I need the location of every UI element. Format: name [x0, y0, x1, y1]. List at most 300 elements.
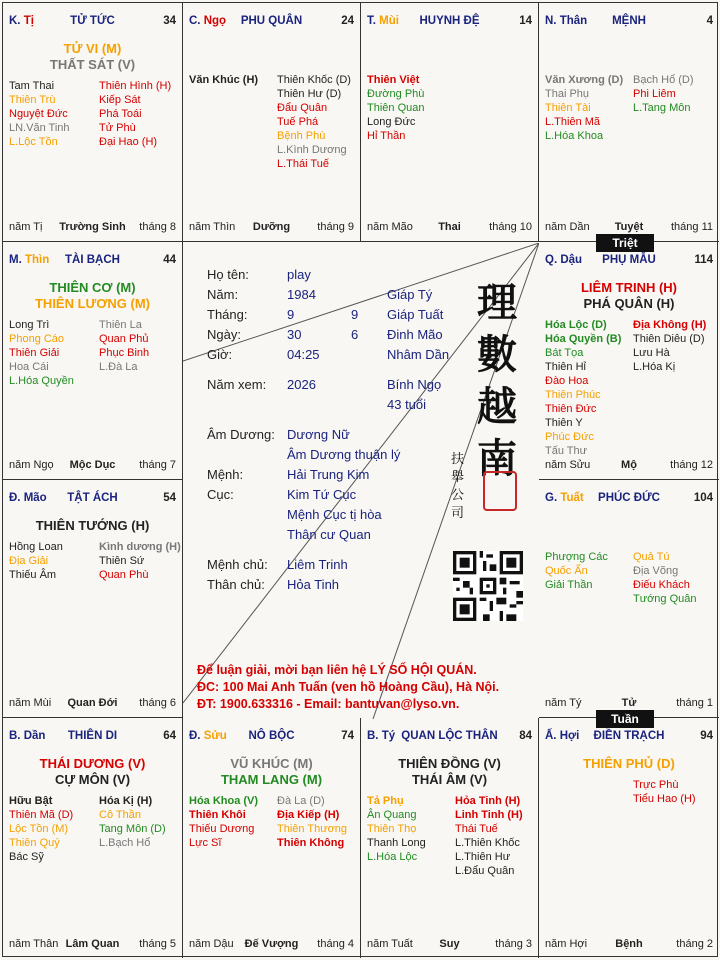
palace-age: 104 [693, 492, 713, 504]
palace-footer [9, 697, 176, 711]
footer-year: năm Tuất [367, 938, 413, 950]
minor-star: Quan Phủ [99, 333, 149, 345]
palace-dau [539, 242, 719, 480]
minor-star: Tam Thai [9, 80, 55, 92]
palace-branch-name: Tị [23, 15, 34, 27]
main-star: VŨ KHÚC (M) [230, 756, 313, 771]
palace-age: 14 [519, 15, 532, 27]
minor-star: Địa Võng [633, 565, 679, 577]
minor-star: L.Đà La [99, 361, 138, 373]
palace-header [545, 254, 713, 268]
minor-star: Phượng Các [545, 551, 608, 563]
center-panel [183, 243, 539, 719]
value-am-duong: Dương Nữ [287, 427, 350, 442]
main-star: LIÊM TRINH (H) [580, 280, 678, 295]
palace-stem: C. [189, 15, 201, 27]
value-thang-am: 9 [351, 307, 359, 322]
minor-star: Hóa Lộc (D) [545, 319, 607, 331]
footer-stage: Dưỡng [252, 221, 291, 233]
footer-stage: Lâm Quan [65, 938, 120, 950]
minor-star: Thiên Quý [9, 837, 60, 849]
footer-month: tháng 2 [676, 938, 713, 950]
label-menh: Mệnh: [207, 467, 244, 482]
minor-star: Thiếu Âm [9, 569, 57, 581]
footer-month: tháng 1 [676, 697, 713, 709]
calligraphy [471, 277, 523, 485]
footer-month: tháng 9 [317, 221, 354, 233]
minor-star: Thiên Việt [367, 74, 420, 86]
value-nam-xem: 2026 [287, 377, 316, 392]
palace-ngo [183, 3, 361, 242]
palace-stem: K. [9, 15, 21, 27]
palace-name: PHÚC ĐỨC [598, 492, 660, 504]
star-column-right [633, 73, 694, 115]
star-column-right [99, 540, 181, 582]
star-column-right [277, 794, 347, 850]
label-ngay: Ngày: [207, 327, 241, 342]
minor-star: L.Đẩu Quân [455, 865, 515, 877]
main-star: THÁI DƯƠNG (V) [39, 756, 146, 771]
minor-star: Địa Kiếp (H) [277, 809, 340, 821]
main-star: THIÊN LƯƠNG (M) [34, 296, 151, 311]
palace-stem: M. [9, 254, 22, 266]
palace-footer [9, 459, 176, 473]
minor-star: Văn Khúc (H) [189, 74, 259, 86]
minor-star: Bạch Hổ (D) [633, 74, 694, 86]
tu-vi-chart [2, 2, 718, 957]
footer-stage: Thai [438, 221, 461, 233]
footer-month: tháng 5 [139, 938, 176, 950]
star-column-right [99, 318, 149, 374]
palace-stem: Đ. [189, 730, 201, 742]
minor-star: L.Thiên Mã [545, 116, 601, 128]
palace-footer [189, 221, 354, 235]
minor-star: Thiên Thọ [367, 823, 417, 835]
minor-star: Thiên Sứ [99, 555, 145, 567]
star-column-right [633, 318, 706, 374]
footer-stage: Bệnh [615, 938, 643, 950]
value-than-chu: Hỏa Tinh [287, 577, 340, 592]
value-gio-can-chi: Nhâm Dần [387, 347, 450, 362]
minor-star: Thiên Không [277, 837, 345, 849]
footer-stage: Đế Vượng [244, 938, 299, 950]
minor-star: Tang Môn (D) [99, 823, 166, 835]
star-column-right [633, 550, 697, 606]
minor-star: Long Trì [9, 319, 50, 331]
minor-star: Phá Toái [99, 108, 142, 120]
minor-star: Thiên Thương [277, 823, 348, 835]
star-column-left [367, 794, 426, 864]
star-column-right [99, 794, 166, 850]
star-column-left [9, 794, 73, 864]
main-star: THIÊN ĐỒNG (V) [398, 756, 501, 771]
minor-star: Hỉ Thần [367, 130, 406, 142]
minor-star: Ân Quang [367, 809, 417, 821]
palace-age: 44 [163, 254, 176, 266]
palace-name: NÔ BỘC [248, 730, 295, 742]
palace-stem: G. [545, 492, 558, 504]
footer-year: năm Thìn [189, 221, 236, 233]
label-nam-xem: Năm xem: [207, 377, 267, 392]
value-menh: Hải Trung Kim [287, 467, 370, 482]
minor-star: Phúc Đức [545, 431, 594, 443]
footer-year: năm Thân [9, 938, 59, 950]
palace-stem: Ấ. [545, 730, 557, 742]
palace-footer [545, 221, 713, 235]
minor-star: Tử Phù [99, 122, 136, 134]
palace-footer [367, 938, 532, 952]
palace-footer [367, 221, 532, 235]
label-menh-chu: Mệnh chủ: [207, 557, 268, 572]
palace-age: 64 [163, 730, 176, 742]
palace-branch-name: Sửu [203, 730, 227, 742]
footer-month: tháng 8 [139, 221, 176, 233]
minor-star: Bát Tọa [545, 347, 584, 359]
palace-stem: Q. [545, 254, 558, 266]
minor-star: Thiên Khốc (D) [277, 74, 351, 86]
label-than-chu: Thân chủ: [207, 577, 265, 592]
palace-name: TỬ TỨC [70, 15, 115, 27]
qr-code-icon [453, 551, 523, 621]
minor-star: Phong Cáo [9, 333, 65, 345]
palace-header [189, 15, 354, 29]
palace-name: MỆNH [612, 15, 646, 27]
minor-star: Tiểu Hao (H) [633, 793, 696, 805]
palace-name: THIÊN DI [67, 730, 118, 742]
palace-stem: Đ. [9, 492, 21, 504]
minor-star: Kình dương (H) [99, 541, 181, 553]
main-star: TỬ VI (M) [63, 41, 122, 56]
minor-star: Trực Phù [633, 779, 679, 791]
palace-branch-name: Dần [23, 730, 46, 742]
value-ngay-can-chi: Đinh Mão [387, 327, 443, 342]
star-column-right [99, 79, 171, 149]
minor-star: Thiên Tài [545, 102, 591, 114]
palace-branch-name: Ngọ [203, 15, 227, 27]
label-gio: Giờ: [207, 347, 233, 362]
palace-footer [189, 938, 354, 952]
palace-mui [361, 3, 539, 242]
minor-star: Quả Tú [633, 551, 670, 563]
palace-branch-name: Tý [381, 730, 396, 742]
footer-stage: Mộ [621, 459, 637, 471]
minor-star: Thai Phụ [545, 88, 590, 100]
value-cuc: Kim Tứ Cục [287, 487, 357, 502]
palace-header [9, 730, 176, 744]
minor-star: Phi Liêm [633, 88, 676, 100]
palace-header [367, 15, 532, 29]
footer-stage: Quan Đới [67, 697, 118, 709]
contact-line-1: Để luận giải, mời bạn liên hệ LÝ SỐ HỘI QUÁN. [197, 663, 477, 677]
palace-age: 34 [163, 15, 176, 27]
main-star: CỰ MÔN (V) [54, 772, 131, 787]
palace-name: PHU QUÂN [240, 15, 303, 27]
minor-star: Điếu Khách [633, 579, 690, 591]
palace-footer [9, 221, 176, 235]
palace-stem: B. [9, 730, 21, 742]
value-nam-xem-can-chi: Bính Ngọ [387, 377, 442, 392]
palace-header [9, 254, 176, 268]
palace-age: 114 [694, 254, 713, 266]
calligraphy-char: 越 [477, 383, 517, 430]
value-nam: 1984 [287, 287, 316, 302]
minor-star: Đà La (D) [277, 795, 325, 807]
palace-header [545, 730, 713, 744]
footer-year: năm Mão [367, 221, 413, 233]
minor-star: Bệnh Phù [277, 130, 326, 142]
palace-header [9, 15, 176, 29]
minor-star: L.Thái Tuế [277, 158, 329, 170]
palace-dan [3, 718, 183, 958]
footer-year: năm Tị [9, 221, 43, 233]
main-star: THÁI ÂM (V) [411, 772, 488, 787]
minor-star: Nguyệt Đức [9, 108, 68, 120]
minor-star: Tuế Phá [277, 116, 319, 128]
minor-star: Thiên Y [545, 417, 583, 429]
palace-stem: N. [545, 15, 557, 27]
palace-age: 94 [700, 730, 713, 742]
palace-than [539, 3, 719, 242]
footer-month: tháng 7 [139, 459, 176, 471]
footer-month: tháng 11 [670, 221, 713, 233]
footer-year: năm Dần [545, 221, 590, 233]
minor-star: Hồng Loan [9, 541, 63, 553]
minor-star: Tả Phụ [367, 795, 404, 807]
palace-branch-name: Dậu [560, 254, 583, 266]
minor-star: L.Hóa Kị [633, 361, 676, 373]
minor-star: Hóa Quyền (B) [545, 333, 622, 345]
minor-star: Lộc Tồn (M) [9, 823, 69, 835]
minor-star: Hữu Bật [9, 795, 53, 807]
main-star: THIÊN PHỦ (D) [583, 756, 675, 771]
minor-star: Thiếu Dương [189, 823, 255, 835]
calligraphy-char: 數 [477, 331, 517, 378]
value-tuoi: 43 tuổi [387, 397, 427, 412]
footer-month: tháng 6 [139, 697, 176, 709]
minor-star: Đào Hoa [545, 375, 589, 387]
palace-branch-name: Thìn [24, 254, 50, 266]
palace-suu [183, 718, 361, 958]
palace-branch-name: Tuất [560, 492, 584, 504]
palace-age: 4 [706, 15, 713, 27]
minor-star: L.Bạch Hổ [99, 837, 151, 849]
palace-name: TÀI BẠCH [65, 254, 120, 266]
palace-header [545, 492, 713, 506]
value-ngay: 30 [287, 327, 302, 342]
value-thang-can-chi: Giáp Tuất [387, 307, 444, 322]
value-menh-chu: Liêm Trinh [287, 557, 348, 572]
minor-star: L.Thiên Hư [455, 851, 511, 863]
palace-header [189, 730, 354, 744]
minor-star: Kiếp Sát [99, 94, 141, 106]
minor-star: Thiên Quan [367, 102, 425, 114]
main-star: THIÊN TƯỚNG (H) [35, 518, 150, 533]
value-cuc-2: Mệnh Cục tị hòa [287, 507, 382, 522]
contact-line-2: ĐC: 100 Mai Anh Tuấn (ven hồ Hoàng Cầu), Hà Nội. [197, 680, 500, 694]
minor-star: Hóa Kị (H) [99, 795, 153, 807]
palace-footer [545, 459, 713, 473]
minor-star: Thiên Diêu (D) [633, 333, 705, 345]
footer-stage: Suy [439, 938, 460, 950]
palace-age: 84 [519, 730, 532, 742]
star-column-left [545, 550, 608, 592]
minor-star: L.Lộc Tồn [9, 136, 58, 148]
minor-star: L.Hóa Khoa [545, 130, 604, 142]
palace-thin [3, 242, 183, 480]
footer-year: năm Tý [545, 697, 582, 709]
star-column-right [277, 73, 351, 171]
star-column-left [9, 540, 63, 582]
star-column-left [545, 73, 623, 143]
minor-star: Linh Tinh (H) [455, 809, 523, 821]
minor-star: Thiên Phúc [545, 389, 601, 401]
palace-age: 54 [163, 492, 176, 504]
seal-text: 扶 舉 公 司 [451, 452, 465, 521]
palace-header [367, 730, 532, 744]
palace-branch-name: Mùi [379, 15, 399, 27]
calligraphy-char: 南 [477, 435, 517, 482]
minor-star: Thiên Giải [9, 347, 60, 359]
label-am-duong: Âm Dương: [207, 427, 275, 442]
main-star: THIÊN CƠ (M) [49, 280, 136, 295]
minor-star: Thiên Hình (H) [99, 80, 172, 92]
palace-name: TẬT ÁCH [67, 492, 118, 504]
minor-star: Hoa Cái [9, 361, 49, 373]
label-thang: Tháng: [207, 307, 248, 322]
minor-star: Thiên Khôi [189, 809, 246, 821]
red-seal-icon [483, 471, 517, 511]
palace-name: QUAN LỘC THÂN [401, 730, 498, 742]
palace-header [9, 492, 176, 506]
minor-star: Thiên Đức [545, 403, 597, 415]
minor-star: Đại Hao (H) [99, 136, 158, 148]
value-nam-can-chi: Giáp Tý [387, 287, 433, 302]
palace-stem: B. [367, 730, 379, 742]
main-star: THAM LANG (M) [220, 772, 323, 787]
palace-ti [3, 3, 183, 242]
palace-stem: T. [367, 15, 376, 27]
minor-star: Hóa Khoa (V) [189, 795, 259, 807]
footer-month: tháng 4 [317, 938, 354, 950]
calligraphy-char: 理 [477, 279, 517, 326]
label-cuc: Cục: [207, 487, 234, 502]
value-ho-ten: play [287, 267, 311, 282]
footer-month: tháng 3 [495, 938, 532, 950]
value-cuc-3: Thân cư Quan [287, 527, 371, 542]
minor-star: Thiên Trù [9, 94, 56, 106]
minor-star: Hỏa Tinh (H) [455, 795, 521, 807]
main-star: PHÁ QUÂN (H) [583, 296, 675, 311]
label-nam: Năm: [207, 287, 239, 302]
footer-year: năm Hợi [545, 938, 588, 950]
minor-star: Tấu Thư [545, 445, 588, 457]
value-thang: 9 [287, 307, 295, 322]
main-star: THẤT SÁT (V) [49, 57, 136, 72]
minor-star: Địa Không (H) [633, 319, 707, 331]
minor-star: Giải Thần [545, 579, 593, 591]
minor-star: Cô Thần [99, 809, 141, 821]
minor-star: L.Thiên Khốc [455, 837, 520, 849]
minor-star: Văn Xương (D) [545, 74, 624, 86]
minor-star: Thiên La [99, 319, 142, 331]
palace-name: PHỤ MẪU [602, 254, 656, 266]
minor-star: Long Đức [367, 116, 416, 128]
palace-footer [545, 938, 713, 952]
palace-ty [361, 718, 539, 958]
star-column-left [189, 794, 258, 850]
minor-star: Địa Giải [9, 555, 49, 567]
star-column-left [9, 318, 74, 388]
star-column-left [545, 318, 621, 458]
palace-mao [3, 480, 183, 718]
minor-star: Lực Sĩ [189, 837, 222, 849]
palace-tuat [539, 480, 719, 718]
star-column-left [189, 73, 258, 87]
star-column-right [455, 794, 523, 878]
minor-star: Thái Tuế [455, 823, 498, 835]
palace-branch-name: Hợi [559, 730, 580, 742]
palace-age: 24 [341, 15, 354, 27]
minor-star: Tướng Quân [633, 593, 697, 605]
footer-year: năm Ngọ [9, 459, 54, 471]
palace-header [545, 15, 713, 29]
minor-star: Lưu Hà [633, 347, 670, 359]
footer-stage: Mộc Dục [69, 459, 116, 471]
palace-hoi [539, 718, 719, 958]
footer-month: tháng 12 [670, 459, 713, 471]
minor-star: Thanh Long [367, 837, 426, 849]
palace-age: 74 [341, 730, 354, 742]
minor-star: L.Tang Môn [633, 102, 691, 114]
palace-footer [9, 938, 176, 952]
minor-star: Thiên Hư (D) [277, 88, 342, 100]
triet-marker: Triệt [596, 234, 654, 252]
footer-stage: Trường Sinh [59, 221, 126, 233]
footer-stage: Tuyệt [614, 221, 644, 233]
footer-month: tháng 10 [489, 221, 532, 233]
contact-line-3: ĐT: 1900.633316 - Email: bantuvan@lyso.vn. [197, 697, 460, 711]
minor-star: Đường Phù [367, 88, 425, 100]
palace-footer [545, 697, 713, 711]
minor-star: LN.Văn Tinh [9, 122, 70, 134]
tuan-marker: Tuần [596, 710, 654, 728]
footer-year: năm Sửu [545, 459, 591, 471]
footer-year: năm Mùi [9, 697, 52, 709]
minor-star: Quan Phù [99, 569, 149, 581]
value-am-duong-2: Âm Dương thuận lý [287, 447, 401, 462]
minor-star: Đẩu Quân [277, 102, 328, 114]
minor-star: L.Hóa Lộc [367, 851, 418, 863]
palace-branch-name: Mão [23, 492, 47, 504]
label-ho-ten: Họ tên: [207, 267, 249, 282]
minor-star: Thiên Mã (D) [9, 809, 74, 821]
minor-star: Quốc Ấn [545, 565, 588, 577]
minor-star: Phục Binh [99, 347, 150, 359]
minor-star: Thiên Hỉ [545, 361, 586, 373]
footer-year: năm Dậu [189, 938, 234, 950]
star-column-left [367, 73, 424, 143]
value-ngay-am: 6 [351, 327, 359, 342]
footer-stage: Tử [621, 697, 637, 709]
minor-star: Bác Sỹ [9, 851, 44, 863]
palace-name: HUYNH ĐỆ [419, 15, 480, 27]
value-gio: 04:25 [287, 347, 320, 362]
palace-name: ĐIỀN TRẠCH [593, 730, 665, 742]
minor-star: L.Kình Dương [277, 144, 347, 156]
palace-branch-name: Thân [559, 15, 588, 27]
star-column-left [9, 79, 70, 149]
star-column-right [633, 778, 696, 806]
